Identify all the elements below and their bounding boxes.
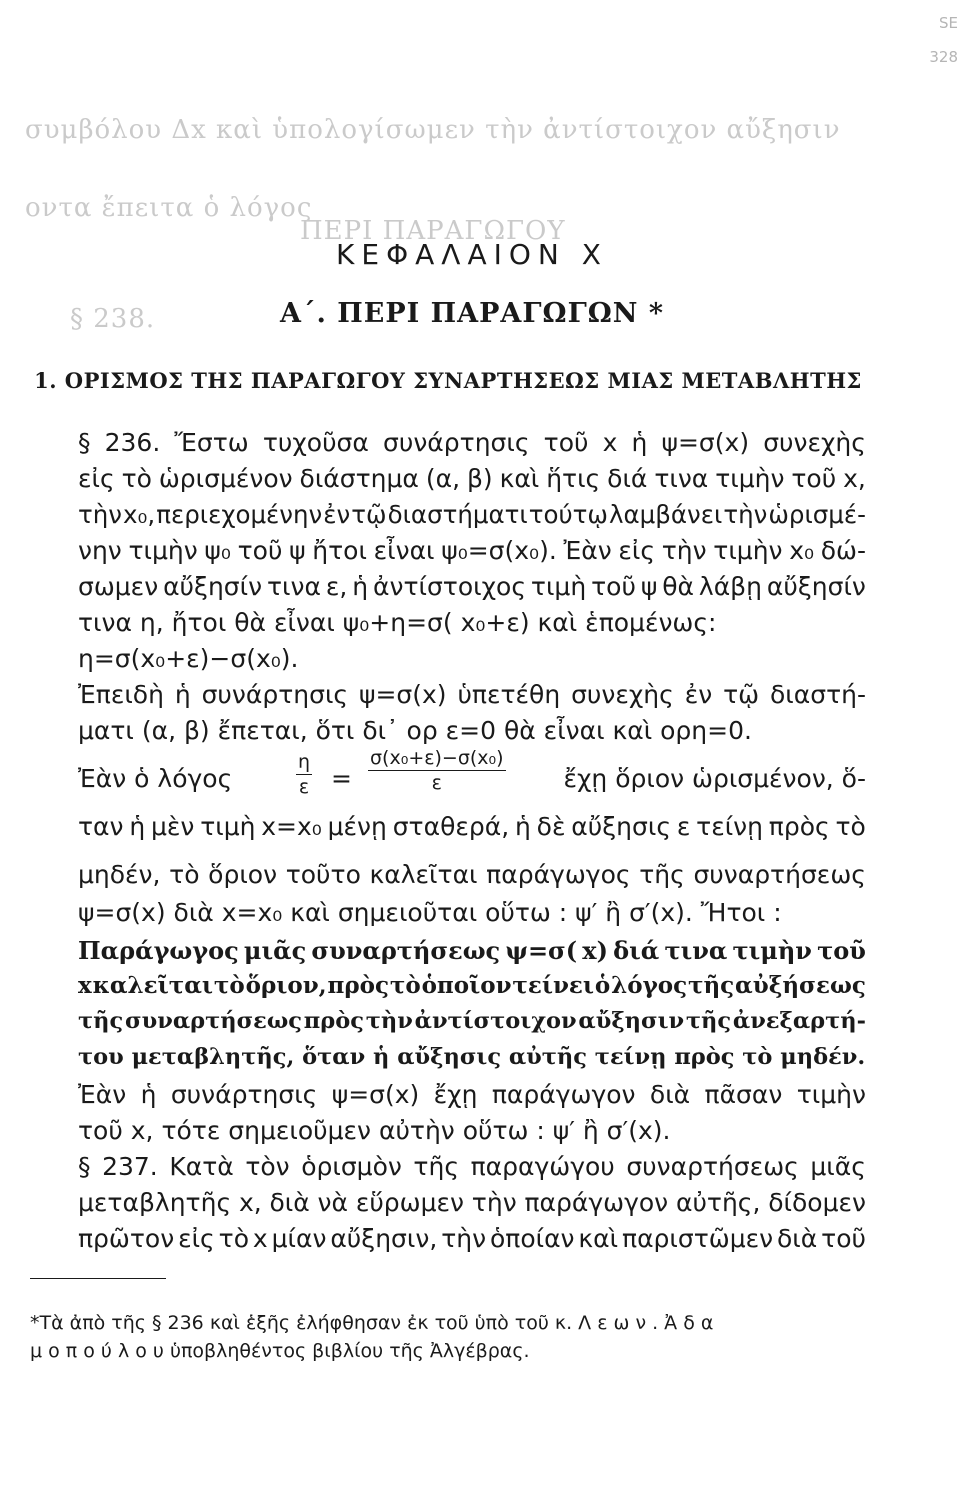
definition-line xyxy=(78,1008,866,1034)
word: Κατὰ xyxy=(169,1152,234,1181)
footnote-rule xyxy=(30,1278,166,1279)
footnote-line: *Τὰ ἀπὸ τῆς § 236 καὶ ἑξῆς ἐλήφθησαν ἐκ τοῦ ὑπὸ τοῦ κ. Λ ε ω ν . Ἀ δ α xyxy=(30,1312,714,1334)
word: ὁποίαν xyxy=(489,1224,575,1253)
word: αὐτῆς, xyxy=(675,1188,761,1217)
text-line xyxy=(78,1152,866,1181)
word: καλεῖται xyxy=(369,860,478,889)
word: x xyxy=(602,428,618,457)
text-line xyxy=(78,898,866,927)
chapter-title: ΚΕΦΑΛΑΙΟΝ Χ xyxy=(336,238,608,271)
text-line xyxy=(78,1188,866,1217)
fraction-tail: ἔχῃ ὅριον ὡρισμένον, ὅ- xyxy=(563,764,866,793)
word: ἐν xyxy=(323,500,351,529)
word: β) xyxy=(466,464,493,493)
word: ὅριον xyxy=(208,860,278,889)
word: ὅριον, xyxy=(245,972,327,999)
definition-line xyxy=(78,936,866,965)
word: τιμὴν xyxy=(732,936,812,965)
word: τῆς xyxy=(687,972,735,999)
word: ἀντίστοιχος xyxy=(373,572,527,601)
word: τινα xyxy=(654,464,709,493)
word: συναρτήσεως xyxy=(311,936,501,965)
word: τὸ xyxy=(835,812,866,841)
word: τείνει xyxy=(512,972,595,999)
word: μιᾶς xyxy=(810,1152,866,1181)
word: τοῦ xyxy=(591,572,636,601)
word: ὁρισμὸν xyxy=(301,1152,402,1181)
word: Παράγωγος xyxy=(78,936,239,965)
equals-sign: = xyxy=(331,764,352,793)
word: τῷ xyxy=(351,500,387,529)
difference-quotient-fraction xyxy=(368,746,506,795)
word: τὸν xyxy=(245,1152,290,1181)
word: τὸ xyxy=(121,464,152,493)
bleed-through-text: § 238. xyxy=(70,304,156,334)
word: ἥτις xyxy=(546,464,601,493)
word: ε, xyxy=(325,572,348,601)
word: ὁ xyxy=(594,972,611,999)
word: ἔχῃ xyxy=(433,1080,478,1109)
word: αὔξησιν, xyxy=(330,1224,438,1253)
word: ψ=σ(x) xyxy=(661,428,750,457)
line-text: τινα η, ἤτοι θὰ εἶναι ψ₀+η=σ( x₀+ε) καὶ ἑπομένως: xyxy=(78,608,717,637)
word: τυχοῦσα xyxy=(262,428,369,457)
line-text: η=σ(x₀+ε)−σ(x₀). xyxy=(78,644,299,673)
definition-line xyxy=(78,972,866,999)
word: δὲ xyxy=(536,812,566,841)
word: διά xyxy=(607,464,648,493)
footnote-line: μ ο π ο ύ λ ο υ ὑποβληθέντος βιβλίου τῆς Ἀλγέβρας. xyxy=(30,1340,530,1362)
word: ἀνεξαρτή- xyxy=(732,1008,866,1034)
corner-mark-page-number: 328 xyxy=(929,48,958,66)
word: x₀ xyxy=(789,536,815,565)
word: παράγωγον xyxy=(491,1080,636,1109)
line-text: τοῦ x, τότε σημειοῦμεν αὐτὴν οὕτω : ψ′ ἢ σ′(x). xyxy=(78,1116,671,1145)
word: ὑπετέθη xyxy=(457,680,561,709)
word: εἶναι xyxy=(373,536,435,565)
word: τιμὴν xyxy=(715,464,785,493)
word: λαμβάνει xyxy=(609,500,723,529)
word: τῆς xyxy=(78,1008,124,1034)
corner-mark-top: SE xyxy=(939,14,958,32)
word: μένῃ xyxy=(327,812,387,841)
section-title: 1. ΟΡΙΣΜΟΣ ΤΗΣ ΠΑΡΑΓΩΓΟΥ ΣΥΝΑΡΤΗΣΕΩΣ ΜΙΑΣ ΜΕΤΑΒΛΗΤΗΣ xyxy=(34,368,862,393)
word: διὰ xyxy=(269,1188,310,1217)
word: x) xyxy=(582,936,608,965)
fraction-numerator: η xyxy=(298,751,311,773)
word: ψ=σ(x) xyxy=(358,680,447,709)
word: τῆς xyxy=(639,860,685,889)
word: αὔξησις xyxy=(571,812,671,841)
word: x, xyxy=(843,464,866,493)
word: δίδομεν xyxy=(768,1188,866,1217)
word: δώ- xyxy=(820,536,866,565)
word: αὔξησίν xyxy=(163,572,263,601)
word: ψ xyxy=(640,572,658,601)
bleed-through-text: ΠΕΡΙ ΠΑΡΑΓΩΓΟΥ xyxy=(300,216,566,246)
word: πρὸς xyxy=(768,812,830,841)
word: ὁποῖον xyxy=(421,972,512,999)
word: μὲν xyxy=(150,812,195,841)
word: τοῦ xyxy=(817,936,866,965)
word: 237. xyxy=(102,1152,158,1181)
text-line xyxy=(78,812,866,841)
word: καὶ xyxy=(578,1224,619,1253)
word: ἡ xyxy=(514,812,531,841)
word: x, xyxy=(238,1188,262,1217)
word: x xyxy=(78,972,92,999)
word: τιμὴν xyxy=(713,536,783,565)
word: ψ₀=σ(x₀). xyxy=(441,536,557,565)
word: τοῦ xyxy=(791,464,837,493)
word: διὰ xyxy=(777,1224,818,1253)
word: τείνῃ xyxy=(696,812,763,841)
part-title: Α΄. ΠΕΡΙ ΠΑΡΑΓΩΓΩΝ * xyxy=(280,298,664,329)
word: νὰ xyxy=(317,1188,348,1217)
word: εἰς xyxy=(618,536,656,565)
word: συνάρτησις xyxy=(201,680,349,709)
word: (α, xyxy=(425,464,461,493)
word: μεταβλητῆς xyxy=(78,1188,232,1217)
word: τιμὴ xyxy=(530,572,587,601)
word: παριστῶμεν xyxy=(622,1224,774,1253)
word: πᾶσαν xyxy=(704,1080,783,1109)
fraction-numerator: σ(x₀+ε)−σ(x₀) xyxy=(370,747,504,769)
word: μηδέν, xyxy=(78,860,161,889)
word: Ἐὰν xyxy=(563,536,612,565)
word: τὸ xyxy=(389,972,421,999)
word: ἡ xyxy=(631,428,648,457)
word: παράγωγος xyxy=(486,860,631,889)
word: ὡρισμέ- xyxy=(768,500,866,529)
definition-line xyxy=(78,1044,866,1070)
word: τιμὴ xyxy=(200,812,256,841)
bleed-through-text: οντα ἔπειτα ὁ λόγος xyxy=(25,193,313,223)
word: τὴν xyxy=(661,536,707,565)
text-line xyxy=(78,1080,866,1109)
word: ψ xyxy=(289,536,306,565)
word: ἤτοι xyxy=(312,536,367,565)
word: τῆς xyxy=(685,1008,732,1034)
word: αὐξήσεως xyxy=(735,972,866,999)
word: τοῦ xyxy=(237,536,283,565)
word: τὸ xyxy=(169,860,200,889)
word: x₀, xyxy=(123,500,156,529)
word: εἰς xyxy=(78,464,115,493)
word: αὔξησίν xyxy=(766,572,866,601)
bleed-through-text: συμβόλου Δx καὶ ὑπολογίσωμεν τὴν ἀντίστοιχον αὔξησιν xyxy=(25,115,841,145)
word: συνεχὴς xyxy=(571,680,674,709)
word: καλεῖται xyxy=(92,972,214,999)
word: θὰ xyxy=(662,572,694,601)
word: x xyxy=(252,1224,268,1253)
word: διαστήματι xyxy=(387,500,528,529)
word: τὴν xyxy=(365,1008,413,1034)
word: τοῦτο xyxy=(285,860,361,889)
word: συναρτήσεως xyxy=(125,1008,302,1034)
word: διὰ xyxy=(649,1080,691,1109)
word: νην xyxy=(78,536,122,565)
word: λόγος xyxy=(611,972,688,999)
word: τὴν xyxy=(723,500,768,529)
word: εὕρωμεν xyxy=(355,1188,464,1217)
word: ψ₀ xyxy=(204,536,231,565)
text-line xyxy=(78,1116,866,1145)
word: τινα xyxy=(266,572,321,601)
word: τὴν xyxy=(471,1188,517,1217)
word: τιμὴν xyxy=(128,536,198,565)
word: τιμὴν xyxy=(796,1080,866,1109)
line-text: ψ=σ(x) διὰ x=x₀ καὶ σημειοῦται οὕτω : ψ′ ἢ σ′(x). Ἤτοι : xyxy=(78,898,782,927)
word: διά xyxy=(613,936,660,965)
word: ἡ xyxy=(352,572,369,601)
word: τοῦ xyxy=(543,428,589,457)
text-line xyxy=(78,572,866,601)
word: συναρτήσεως xyxy=(693,860,866,889)
ratio-fraction xyxy=(296,750,312,799)
word: 236. xyxy=(104,428,161,457)
text-line xyxy=(78,860,866,889)
word: διαστή- xyxy=(769,680,866,709)
text-line xyxy=(78,680,866,709)
word: συναρτήσεως xyxy=(626,1152,799,1181)
word: τὸ xyxy=(213,972,245,999)
word: λάβῃ xyxy=(698,572,762,601)
word: τῆς xyxy=(413,1152,459,1181)
word: μιᾶς xyxy=(243,936,307,965)
word: τοῦ xyxy=(821,1224,866,1253)
word: ψ=σ(x) xyxy=(331,1080,420,1109)
word: ἡ xyxy=(129,812,146,841)
word: Ἐπειδὴ xyxy=(78,680,164,709)
text-line xyxy=(78,1224,866,1253)
text-line xyxy=(78,716,866,745)
word: περιεχομένην xyxy=(156,500,323,529)
word: x=x₀ xyxy=(261,812,322,841)
word: πρὸς xyxy=(327,972,390,999)
word: ταν xyxy=(78,812,124,841)
word: συνάρτησις xyxy=(383,428,530,457)
word: ἡ xyxy=(140,1080,157,1109)
word: σωμεν xyxy=(78,572,159,601)
word: τὴν xyxy=(78,500,122,529)
word: Ἔστω xyxy=(174,428,249,457)
fraction-denominator: ε xyxy=(431,772,442,794)
definition-text: του μεταβλητῆς, ὅταν ἡ αὔξησις αὐτῆς τείνῃ πρὸς τὸ μηδέν. xyxy=(78,1044,866,1070)
word: ἐν xyxy=(684,680,713,709)
word: ψ=σ( xyxy=(505,936,578,965)
text-line xyxy=(78,608,866,637)
word: Ἐὰν xyxy=(78,1080,127,1109)
word: εἰς xyxy=(178,1224,215,1253)
word: ἡ xyxy=(174,680,191,709)
word: παράγωγον xyxy=(524,1188,669,1217)
fraction-lead: Ἐὰν ὁ λόγος xyxy=(78,764,233,793)
word: συνεχὴς xyxy=(763,428,866,457)
word: τῷ xyxy=(723,680,760,709)
word: τὴν xyxy=(441,1224,487,1253)
word: ὡρισμένον xyxy=(158,464,293,493)
equation-line xyxy=(78,644,866,673)
word: παραγώγου xyxy=(470,1152,615,1181)
word: αὔξησιν xyxy=(578,1008,685,1034)
word: τὸ xyxy=(218,1224,249,1253)
word: ἀντίστοιχον xyxy=(414,1008,577,1034)
fraction-denominator: ε xyxy=(298,776,310,798)
text-line xyxy=(78,464,866,493)
word: § xyxy=(78,428,91,457)
word: § xyxy=(78,1152,91,1181)
word: πρὸς xyxy=(303,1008,364,1034)
word: τινα xyxy=(664,936,728,965)
text-line xyxy=(78,500,866,529)
word: σταθερά, xyxy=(392,812,510,841)
word: διάστημα xyxy=(299,464,419,493)
word: μίαν xyxy=(271,1224,327,1253)
word: συνάρτησις xyxy=(170,1080,318,1109)
word: πρῶτον xyxy=(78,1224,175,1253)
word: τούτῳ xyxy=(528,500,608,529)
text-line xyxy=(78,536,866,565)
word: καὶ xyxy=(499,464,540,493)
text-line xyxy=(78,428,866,457)
line-text: ματι (α, β) ἔπεται, ὅτι δι᾽ ορ ε=0 θὰ εἶναι καὶ ορη=0. xyxy=(78,716,752,745)
word: ε xyxy=(676,812,691,841)
